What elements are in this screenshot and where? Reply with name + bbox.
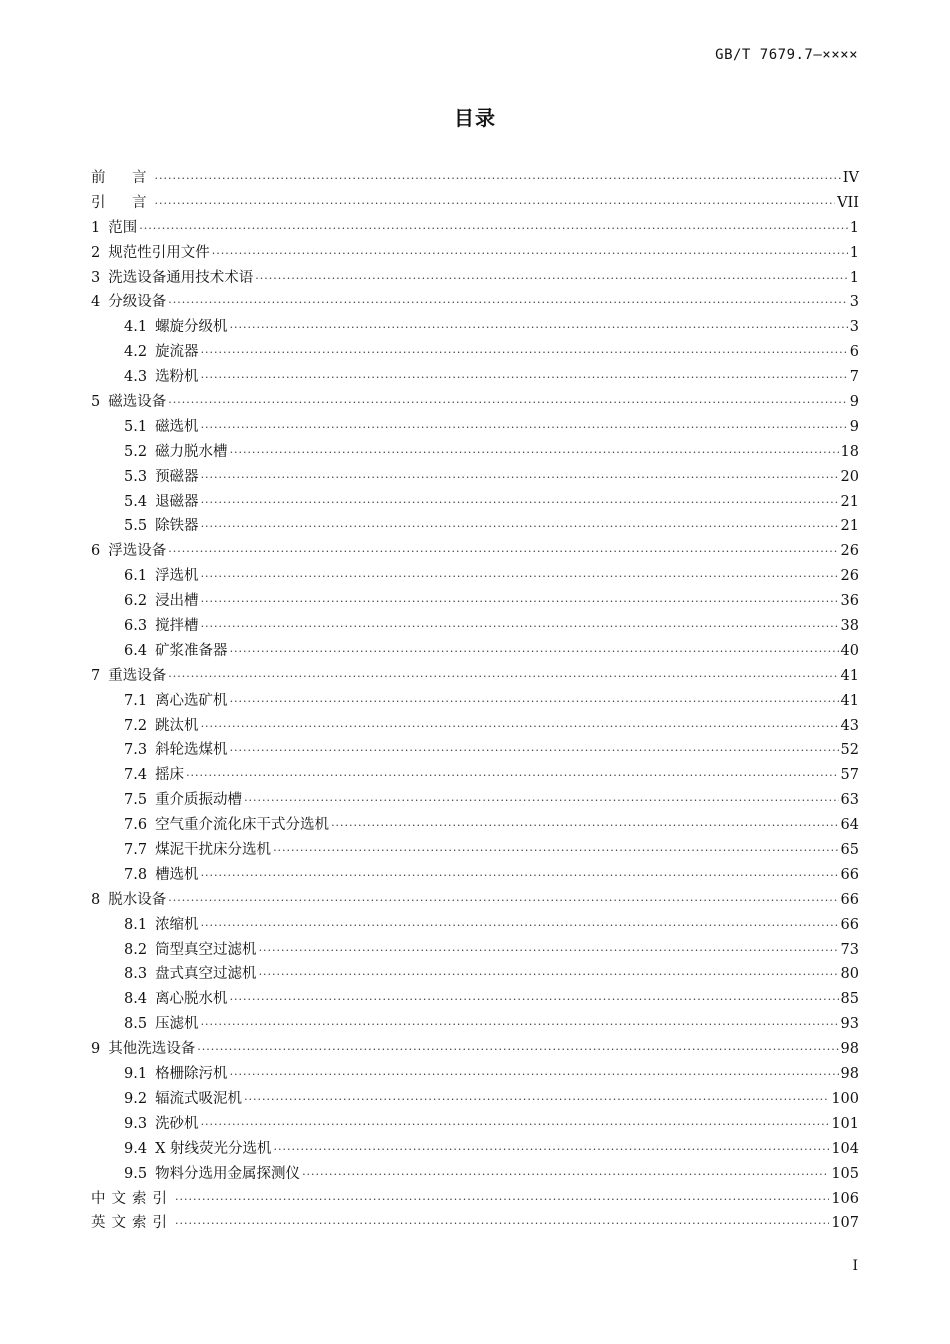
toc-entry[interactable] (91, 863, 859, 888)
leader-dots (230, 1060, 839, 1085)
toc-entry-label: 英文索引 (91, 1215, 173, 1232)
toc-entry-page: 66 (840, 866, 859, 883)
toc-entry[interactable] (91, 987, 859, 1012)
toc-entry-number: 5.3 (124, 468, 148, 485)
toc-entry-number: 8.3 (124, 966, 148, 983)
toc-entry-label: 离心选矿机 (155, 692, 228, 709)
toc-entry[interactable] (91, 1187, 859, 1212)
toc-entry[interactable] (91, 614, 859, 639)
toc-entry[interactable] (91, 166, 859, 191)
leader-dots (201, 1010, 839, 1035)
toc-entry[interactable] (91, 1162, 859, 1187)
toc-entry[interactable] (91, 564, 859, 589)
toc-entry-number: 3 (91, 269, 101, 286)
table-of-contents (91, 166, 859, 1236)
toc-entry-page: 3 (849, 319, 859, 336)
toc-entry-number: 4.2 (124, 344, 148, 361)
leader-dots (201, 911, 839, 936)
toc-entry-page: 73 (840, 941, 859, 958)
toc-entry[interactable] (91, 465, 859, 490)
toc-entry-label: 磁力脱水槽 (155, 443, 228, 460)
leader-dots (255, 264, 848, 289)
toc-entry-label: 重选设备 (108, 667, 167, 684)
toc-entry-page: 98 (840, 1041, 859, 1058)
toc-entry-page: 9 (849, 394, 859, 410)
toc-entry-page: 36 (840, 593, 859, 610)
toc-entry-page: 20 (840, 468, 859, 485)
toc-entry-number: 7.5 (124, 792, 148, 809)
leader-dots (186, 761, 838, 786)
toc-entry-number: 8 (91, 891, 101, 908)
toc-entry-number: 7.2 (124, 717, 148, 734)
toc-entry-number: 8.5 (124, 1016, 148, 1033)
toc-entry[interactable] (91, 440, 859, 465)
toc-entry-number: 9.3 (124, 1115, 148, 1132)
toc-entry-number: 6.3 (124, 618, 148, 635)
toc-entry-number: 5.4 (124, 493, 148, 510)
leader-dots (201, 562, 839, 587)
toc-entry-label: 引 言 (91, 194, 153, 211)
leader-dots (197, 1035, 838, 1060)
toc-entry-label: 跳汰机 (155, 717, 199, 734)
toc-entry-number: 4.1 (124, 319, 148, 336)
toc-entry-number: 6.4 (124, 642, 148, 659)
toc-entry-page: 1 (849, 269, 859, 286)
toc-entry-page: 65 (840, 842, 859, 859)
toc-entry-label: 洗选设备通用技术术语 (108, 269, 254, 286)
toc-entry[interactable] (91, 1137, 859, 1162)
leader-dots (168, 537, 838, 562)
toc-entry[interactable] (91, 290, 859, 315)
toc-entry-page: 100 (831, 1090, 859, 1107)
toc-entry-page: 40 (840, 642, 859, 659)
toc-entry-number: 7.8 (124, 866, 148, 883)
toc-entry[interactable] (91, 788, 859, 813)
toc-entry-label: 压滤机 (155, 1016, 199, 1033)
toc-entry[interactable] (91, 639, 859, 664)
leader-dots (201, 1110, 830, 1135)
toc-entry-label: 磁选机 (155, 418, 199, 435)
toc-entry-page: 98 (840, 1066, 859, 1083)
toc-entry-label: 浸出槽 (155, 593, 199, 610)
leader-dots (201, 338, 848, 363)
toc-entry[interactable] (91, 838, 859, 863)
toc-entry[interactable] (91, 913, 859, 938)
leader-dots (259, 960, 839, 985)
leader-dots (302, 1160, 829, 1185)
toc-entry[interactable] (91, 813, 859, 838)
toc-entry-number: 7.6 (124, 817, 148, 834)
page-title: 目录 (454, 106, 496, 130)
toc-entry-label: 前 言 (91, 169, 153, 186)
leader-dots (230, 985, 839, 1010)
toc-entry[interactable] (91, 714, 859, 739)
leader-dots (201, 712, 839, 737)
toc-entry[interactable] (91, 365, 859, 390)
toc-entry-page: 66 (840, 891, 859, 908)
leader-dots (244, 1085, 829, 1110)
toc-entry[interactable] (91, 888, 859, 913)
toc-entry-number: 6.1 (124, 568, 148, 585)
toc-entry-number: 5.1 (124, 418, 148, 435)
toc-entry[interactable] (91, 315, 859, 340)
toc-entry-number: 4.3 (124, 369, 148, 386)
toc-entry[interactable] (91, 589, 859, 614)
toc-entry-page: 26 (840, 568, 859, 585)
leader-dots (331, 811, 838, 836)
toc-entry-label: 筒型真空过滤机 (155, 941, 257, 958)
toc-entry-page: IV (842, 169, 859, 186)
toc-entry[interactable] (91, 1211, 859, 1236)
toc-entry-label: 斜轮选煤机 (155, 742, 228, 759)
toc-entry-number: 8.2 (124, 941, 148, 958)
toc-entry-page: 52 (840, 742, 859, 759)
toc-entry-label: 搅拌槽 (155, 618, 199, 635)
leader-dots (201, 587, 839, 612)
page-number: I (852, 1258, 858, 1274)
toc-entry-label: 除铁器 (155, 518, 199, 535)
toc-entry-number: 9.5 (124, 1165, 148, 1182)
toc-entry-label: 空气重介流化床干式分选机 (155, 817, 330, 834)
toc-entry[interactable] (91, 938, 859, 963)
toc-entry-number: 7.4 (124, 767, 148, 784)
toc-entry-number: 4 (91, 294, 101, 311)
toc-entry[interactable] (91, 1112, 859, 1137)
toc-entry-number: 5.5 (124, 518, 148, 535)
leader-dots (212, 239, 848, 264)
leader-dots (201, 861, 839, 886)
toc-entry-page: 57 (840, 767, 859, 784)
toc-entry-label: 煤泥干扰床分选机 (155, 842, 272, 859)
toc-entry[interactable] (91, 241, 859, 266)
leader-dots (168, 886, 838, 911)
toc-entry-page: 80 (840, 966, 859, 983)
toc-entry-page: 38 (840, 618, 859, 635)
toc-entry[interactable] (91, 1062, 859, 1087)
toc-entry-label: 盘式真空过滤机 (155, 966, 257, 983)
toc-entry-label: 脱水设备 (108, 891, 167, 908)
document-code: GB/T 7679.7—×××× (715, 47, 858, 63)
toc-entry-page: 1 (849, 244, 859, 261)
toc-entry-number: 7 (91, 667, 101, 684)
toc-entry-number: 6 (91, 543, 101, 560)
toc-entry-number: 7.3 (124, 742, 148, 759)
toc-entry-label: 浮选机 (155, 568, 199, 585)
toc-entry-page: 6 (849, 344, 859, 361)
toc-entry-page: 9 (849, 418, 859, 435)
toc-entry-label: 辐流式吸泥机 (155, 1090, 243, 1107)
toc-entry-label: 矿浆准备器 (155, 642, 228, 659)
toc-entry-label: 槽选机 (155, 866, 199, 883)
toc-entry-label: 浓缩机 (155, 916, 199, 933)
toc-entry-label: 物料分选用金属探测仪 (155, 1165, 301, 1182)
toc-entry-label: 选粉机 (155, 369, 199, 386)
toc-entry-page: 85 (840, 991, 859, 1008)
toc-entry-label: 螺旋分级机 (155, 319, 228, 336)
toc-entry-label: 预磁器 (155, 468, 199, 485)
toc-entry-page: 41 (840, 667, 859, 684)
leader-dots (175, 1185, 829, 1210)
toc-entry-page: VII (837, 194, 859, 211)
toc-entry-page: 21 (840, 518, 859, 535)
toc-entry[interactable] (91, 689, 859, 714)
toc-entry[interactable] (91, 191, 859, 216)
leader-dots (201, 463, 839, 488)
toc-entry-number: 8.1 (124, 916, 148, 933)
leader-dots (201, 488, 839, 513)
toc-entry-label: 离心脱水机 (155, 991, 228, 1008)
toc-entry-label: 格栅除污机 (155, 1066, 228, 1083)
toc-entry-label: 洗砂机 (155, 1115, 199, 1132)
toc-entry[interactable] (91, 266, 859, 291)
toc-entry[interactable] (91, 763, 859, 788)
toc-entry-page: 64 (840, 817, 859, 834)
toc-entry-page: 66 (840, 916, 859, 933)
toc-entry-page: 107 (831, 1215, 859, 1232)
toc-entry-label: 范围 (108, 219, 138, 236)
toc-entry-label: 规范性引用文件 (108, 244, 210, 261)
toc-entry-number: 9 (91, 1041, 101, 1058)
toc-entry-page: 43 (840, 717, 859, 734)
toc-entry-number: 5 (91, 394, 101, 410)
toc-entry[interactable] (91, 963, 859, 988)
toc-entry-label: 退磁器 (155, 493, 199, 510)
leader-dots (139, 214, 848, 239)
toc-entry-number: 9.4 (124, 1140, 148, 1157)
leader-dots (274, 1135, 830, 1160)
leader-dots (244, 786, 838, 811)
toc-entry-label: 重介质振动槽 (155, 792, 243, 809)
leader-dots (259, 936, 839, 961)
toc-entry[interactable] (91, 1087, 859, 1112)
toc-entry-page: 26 (840, 543, 859, 560)
toc-entry-page: 105 (831, 1165, 859, 1182)
leader-dots (230, 736, 839, 761)
leader-dots (201, 363, 848, 388)
toc-entry[interactable] (91, 664, 859, 689)
toc-entry-page: 93 (840, 1016, 859, 1033)
toc-entry-page: 18 (840, 443, 859, 460)
leader-dots (201, 413, 848, 438)
leader-dots (155, 164, 841, 189)
toc-entry[interactable] (91, 539, 859, 564)
toc-entry-page: 7 (849, 369, 859, 386)
leader-dots (201, 612, 839, 637)
toc-entry-label: 磁选设备 (108, 394, 167, 410)
leader-dots (201, 512, 839, 537)
toc-entry-label: 浮选设备 (108, 543, 167, 560)
leader-dots (168, 288, 848, 313)
toc-entry-page: 1 (849, 219, 859, 236)
leader-dots (168, 662, 838, 687)
toc-entry-page: 63 (840, 792, 859, 809)
toc-entry-label: 中文索引 (91, 1190, 173, 1207)
toc-entry-label: 摇床 (155, 767, 185, 784)
toc-entry-number: 2 (91, 244, 101, 261)
toc-entry[interactable] (91, 415, 859, 440)
toc-entry[interactable] (91, 490, 859, 515)
toc-entry-number: 9.2 (124, 1090, 148, 1107)
toc-entry-label: 旋流器 (155, 344, 199, 361)
toc-entry[interactable] (91, 390, 859, 415)
leader-dots (230, 637, 839, 662)
toc-entry[interactable] (91, 738, 859, 763)
toc-entry-page: 41 (840, 692, 859, 709)
toc-entry[interactable] (91, 340, 859, 365)
toc-entry-number: 9.1 (124, 1066, 148, 1083)
toc-entry[interactable] (91, 1012, 859, 1037)
leader-dots (230, 687, 839, 712)
leader-dots (273, 836, 838, 861)
toc-entry-number: 7.1 (124, 692, 148, 709)
toc-entry-number: 6.2 (124, 593, 148, 610)
toc-entry[interactable] (91, 514, 859, 539)
leader-dots (230, 313, 848, 338)
toc-entry-label: 分级设备 (108, 294, 167, 311)
toc-entry-label: 其他洗选设备 (108, 1041, 196, 1058)
toc-entry-page: 106 (831, 1190, 859, 1207)
toc-entry-label: X 射线荧光分选机 (155, 1140, 272, 1157)
toc-entry-number: 5.2 (124, 443, 148, 460)
leader-dots (175, 1209, 829, 1234)
toc-entry[interactable] (91, 1037, 859, 1062)
leader-dots (230, 438, 839, 463)
leader-dots (168, 388, 848, 413)
toc-entry-number: 1 (91, 219, 101, 236)
toc-entry-number: 8.4 (124, 991, 148, 1008)
toc-entry-number: 7.7 (124, 842, 148, 859)
toc-entry-page: 101 (831, 1115, 859, 1132)
toc-entry-page: 3 (849, 294, 859, 311)
toc-entry-page: 104 (831, 1140, 859, 1157)
toc-entry[interactable] (91, 216, 859, 241)
leader-dots (155, 189, 836, 214)
toc-entry-page: 21 (840, 493, 859, 510)
